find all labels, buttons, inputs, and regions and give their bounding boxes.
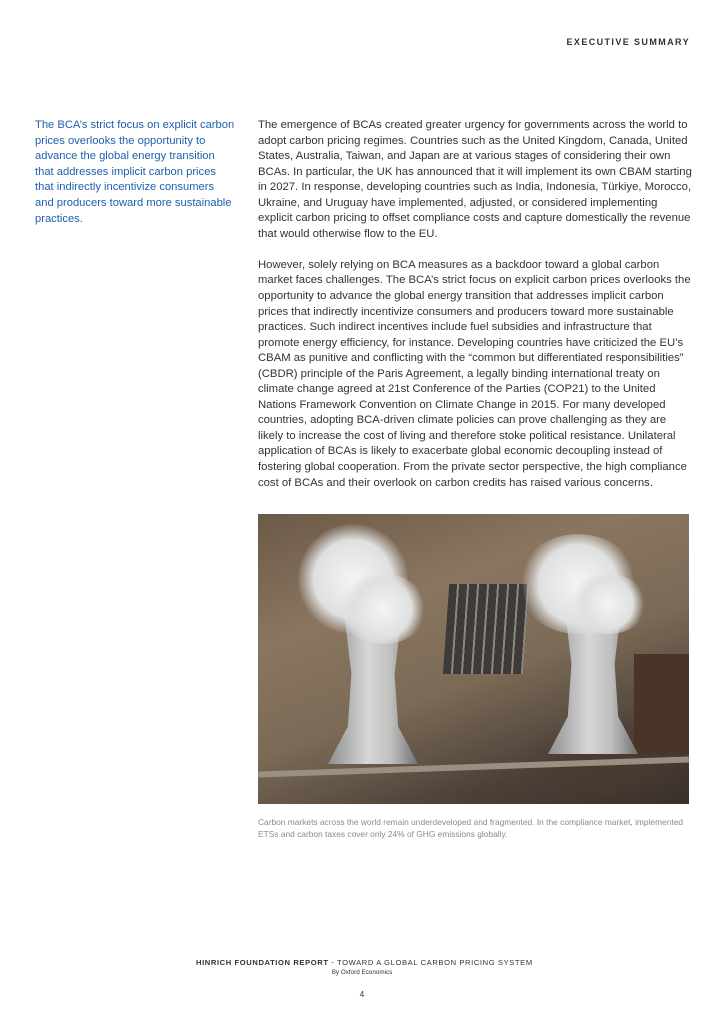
footer-report-name: HINRICH FOUNDATION REPORT <box>196 958 329 967</box>
page-number: 4 <box>359 990 365 999</box>
body-text <box>258 118 692 507</box>
cooling-towers-photo <box>258 514 689 804</box>
photo-water <box>634 654 689 754</box>
footer-report-title: TOWARD A GLOBAL CARBON PRICING SYSTEM <box>336 958 533 967</box>
paragraph: However, solely relying on BCA measures as a backdoor toward a global carbon market faces challenges. The BCA’s strict focus on explicit carbon prices overlooks the opportunity to advance the global energy transition that addresses implicit carbon prices that indirectly incentivize consumers and producers toward more sustainable practices. Such indirect incentives include fuel subsidies and infrastructure that promote energy efficiency, for instance. Developing countries have criticized the EU’s CBAM as punitive and conflicting with the “common but differentiated responsibilities” (CBDR) principle of the Paris Agreement, a legally binding international treaty on climate change agreed at 21st Conference of the Parties (COP21) to the United Nations Framework Convention on Climate Change in 2015. For many developed countries, adopting BCA-driven climate policies can prove challenging as they are likely to increase the cost of living and therefore stoke political resistance. Unilateral application of BCAs is likely to exacerbate global economic decoupling instead of fostering global cooperation. From the private sector perspective, the high compliance cost of BCAs and their overlook on carbon credits has raised various concerns. <box>258 258 691 489</box>
paragraph: The emergence of BCAs created greater urgency for governments across the world to adopt carbon pricing regimes. Countries such as the United Kingdom, Canada, United States, Australia, Taiwan, and Japan are at various stages of considering their own BCAs. In particular, the UK has announced that it will implement its own CBAM starting in 2027. In response, developing countries such as India, Indonesia, Türkiye, Morocco, Ukraine, and Uruguay have implemented, adjusted, or considered implementing explicit carbon pricing to offset compliance costs and capture domestically the revenue that would otherwise flow to the EU. <box>258 119 692 240</box>
photo-solar-field <box>443 584 529 674</box>
photo-road <box>258 756 689 777</box>
figure-caption: Carbon markets across the world remain underdeveloped and fragmented. In the compliance market, implemented ETSs and carbon taxes cover only 24% of GHG emissions globally. <box>258 817 684 839</box>
photo-steam <box>568 574 648 634</box>
footer-separator: - <box>328 958 337 967</box>
section-header: EXECUTIVE SUMMARY <box>566 37 690 47</box>
photo-steam <box>338 574 428 644</box>
pull-quote: The BCA’s strict focus on explicit carbon prices overlooks the opportunity to advance the global energy transition that addresses implicit carbon prices that indirectly incentivize consumers and producers toward more sustainable practices. <box>35 119 235 225</box>
footer-byline: By Oxford Economics <box>331 969 393 976</box>
